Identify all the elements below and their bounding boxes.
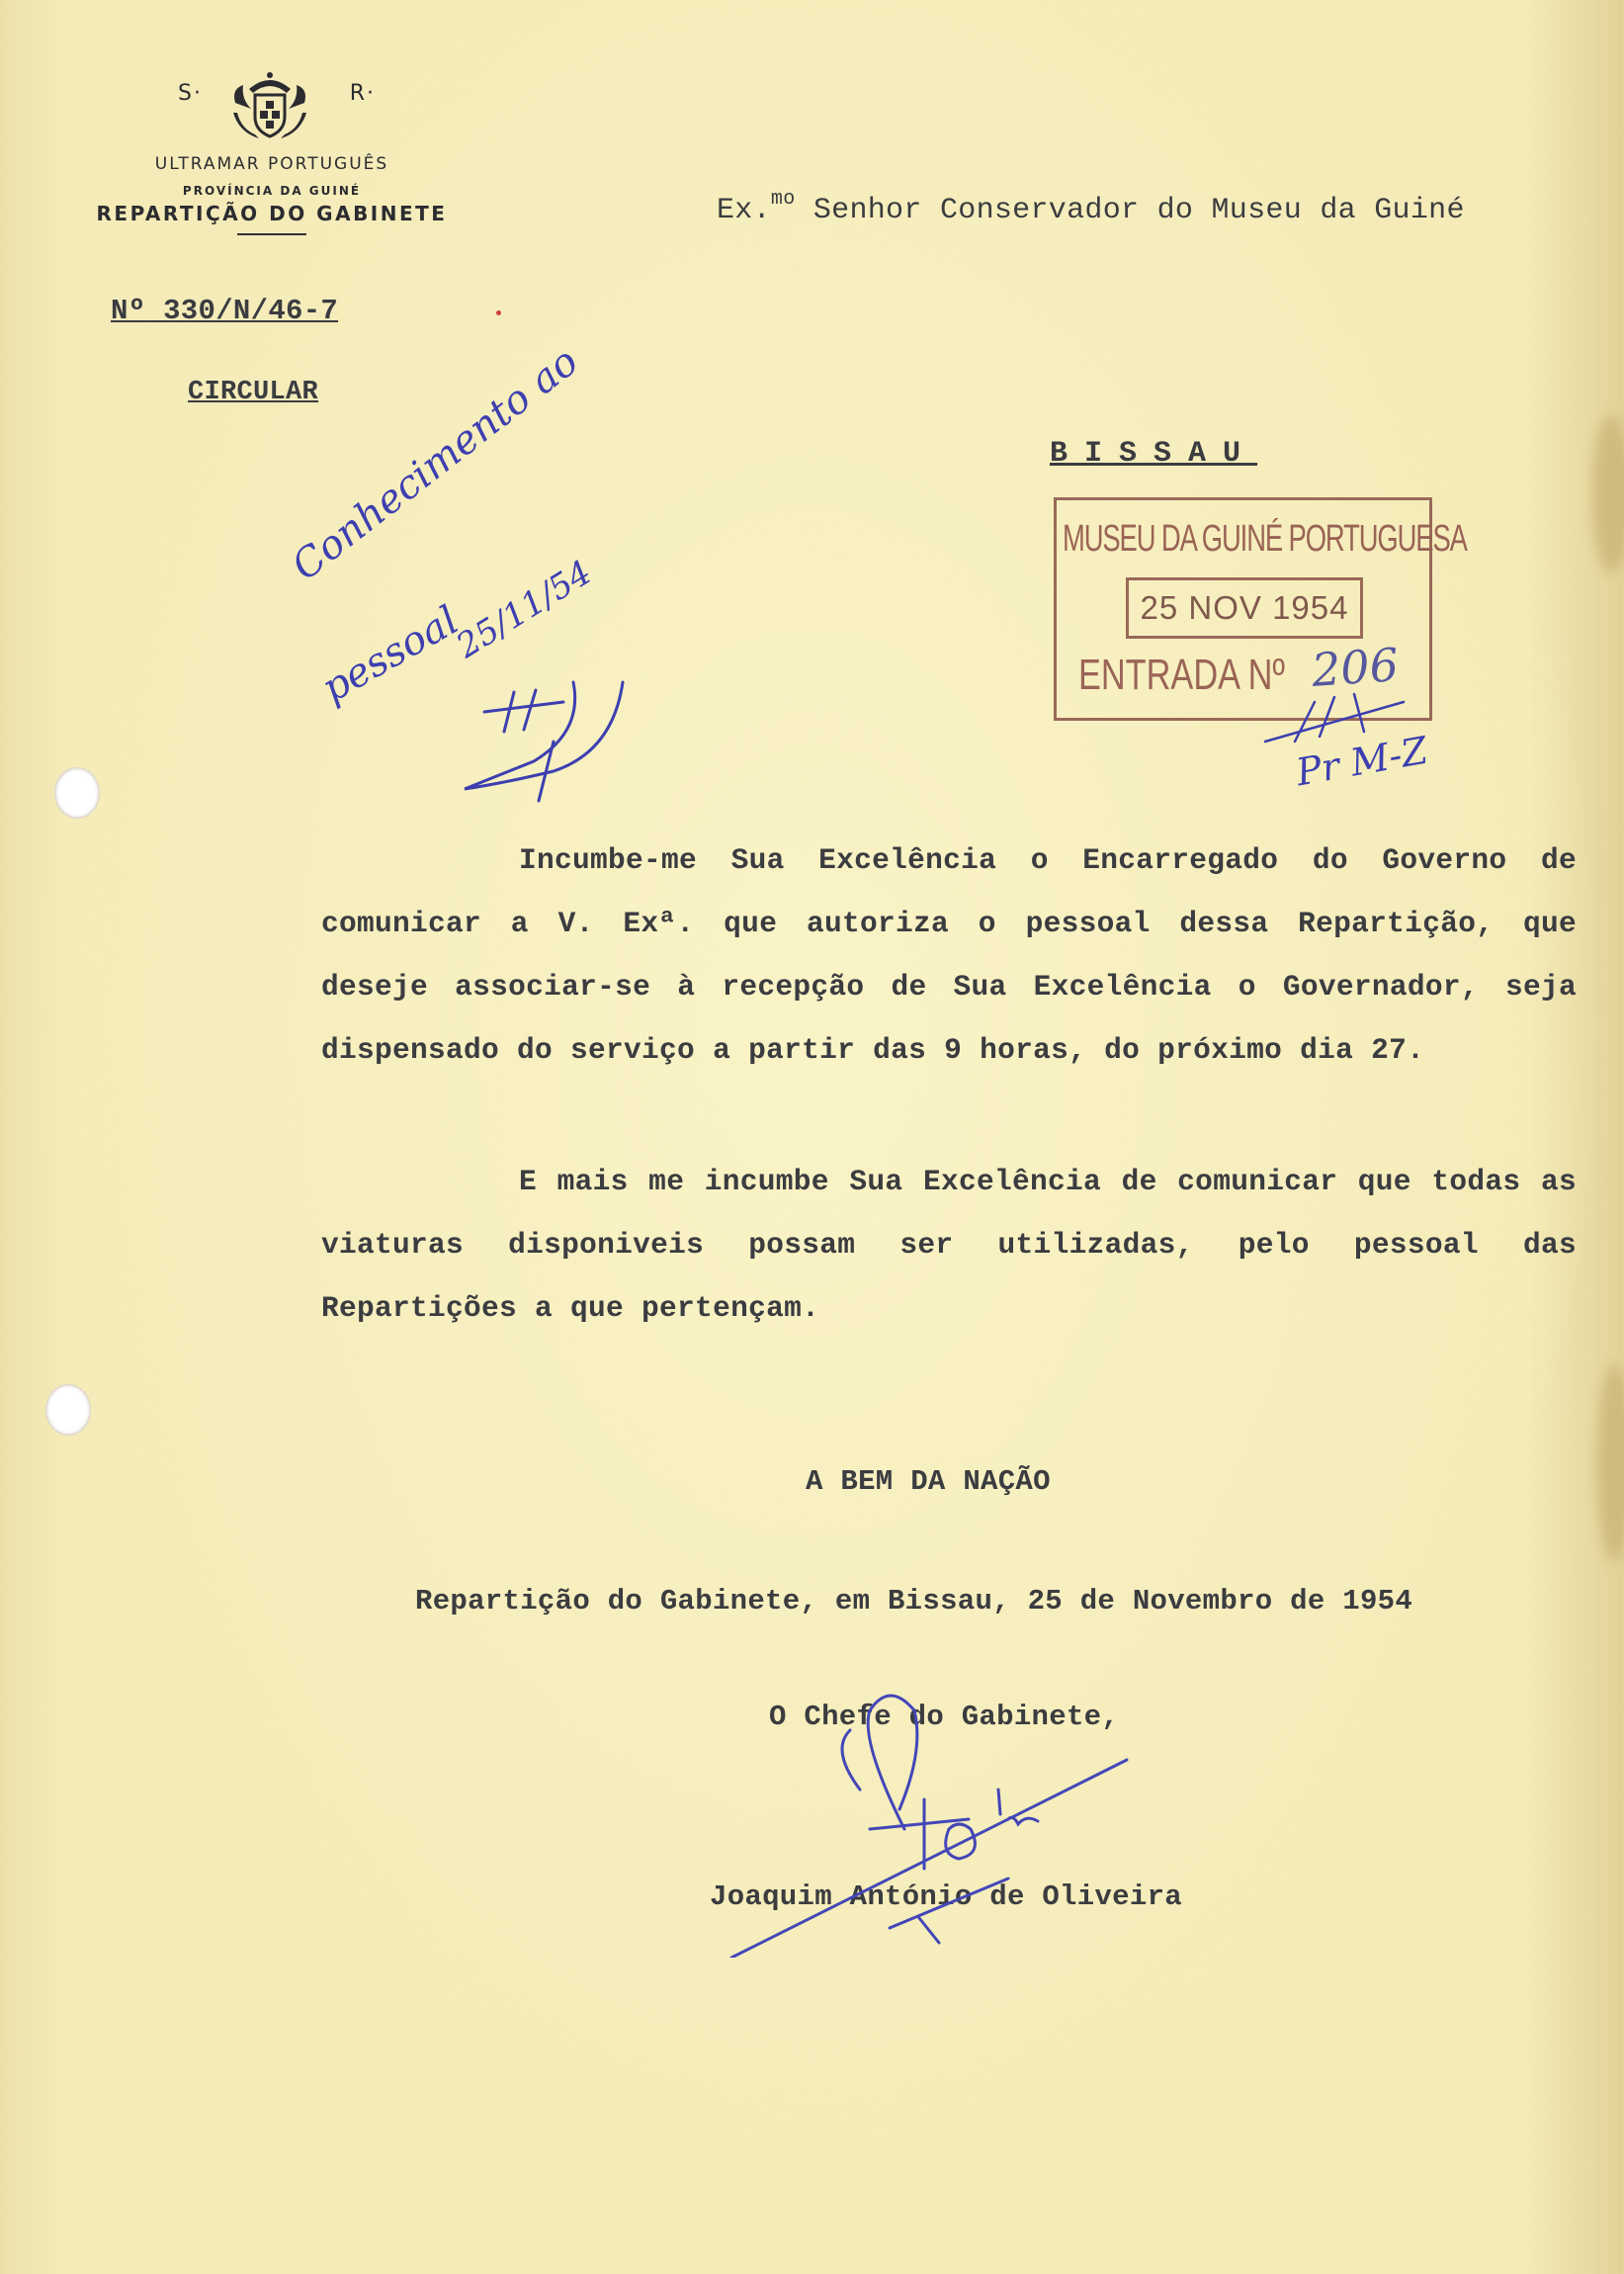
addressee-text: Senhor Conservador do Museu da Guiné bbox=[812, 194, 1465, 227]
signatory-title: O Chefe do Gabinete, bbox=[769, 1701, 1120, 1733]
addressee-prefix: Ex. bbox=[717, 194, 771, 227]
stamp-date: 25 NOV 1954 bbox=[1126, 577, 1363, 639]
handwritten-file-code: Pr M-Z bbox=[1293, 728, 1431, 795]
signatory-name: Joaquim António de Oliveira bbox=[710, 1880, 1182, 1913]
handwritten-note-line2: pessoal bbox=[314, 597, 467, 712]
red-ink-dot bbox=[496, 310, 501, 315]
letterhead-line-reparticao: REPARTIÇÃO DO GABINETE bbox=[96, 202, 448, 225]
letterhead-line-ultramar: ULTRAMAR PORTUGUÊS bbox=[154, 154, 389, 174]
initials-signature-icon bbox=[445, 672, 633, 811]
addressee bbox=[717, 188, 1465, 227]
paper-stain-right-upper bbox=[1591, 415, 1624, 573]
dateline: Repartição do Gabinete, em Bissau, 25 de Novembro de 1954 bbox=[415, 1585, 1413, 1618]
stamp-initials-scribble-icon bbox=[1255, 682, 1413, 751]
circular-heading: CIRCULAR bbox=[188, 378, 319, 407]
punch-hole-top bbox=[54, 767, 100, 819]
handwritten-note-line1: Conhecimento ao bbox=[284, 338, 587, 590]
closing-motto: A BEM DA NAÇÃO bbox=[806, 1465, 1051, 1498]
stamp-title: MUSEU DA GUINÉ PORTUGUESA bbox=[1063, 518, 1467, 560]
stamp-entry-label: ENTRADA Nº bbox=[1078, 651, 1285, 699]
addressee-superscript: mo bbox=[770, 188, 796, 211]
coat-of-arms-icon bbox=[229, 69, 310, 142]
stamp-entry-number: 206 bbox=[1310, 638, 1401, 697]
body-paragraph-2: E mais me incumbe Sua Excelência de comunicar que todas as viaturas disponiveis possam ser utilizadas, pelo pessoal das Repartições a que pertençam. bbox=[321, 1165, 1577, 1325]
paper-stain-right-lower bbox=[1596, 1364, 1624, 1562]
body-paragraph-1: Incumbe-me Sua Excelência o Encarregado do Governo de comunicar a V. Exª. que autoriza o pessoal dessa Repartição, que deseje associar-se à recepção de Sua Excelência o Governador, seja dispensado do serviço a partir das 9 horas, do próximo dia 27. bbox=[321, 843, 1577, 1067]
handwritten-note-date: 25/11/54 bbox=[450, 553, 599, 666]
letterhead-s: S· bbox=[178, 81, 203, 106]
city-heading: BISSAU bbox=[1050, 437, 1258, 471]
reference-number: Nº 330/N/46-7 bbox=[111, 295, 339, 327]
letterhead bbox=[59, 69, 484, 235]
letterhead-line-provincia: PROVÍNCIA DA GUINÉ bbox=[182, 184, 362, 198]
punch-hole-bottom bbox=[45, 1384, 91, 1436]
signature-icon bbox=[712, 1681, 1147, 1958]
letterhead-divider bbox=[237, 233, 306, 235]
letterhead-sr bbox=[59, 69, 484, 148]
letterhead-r: R· bbox=[349, 81, 376, 106]
